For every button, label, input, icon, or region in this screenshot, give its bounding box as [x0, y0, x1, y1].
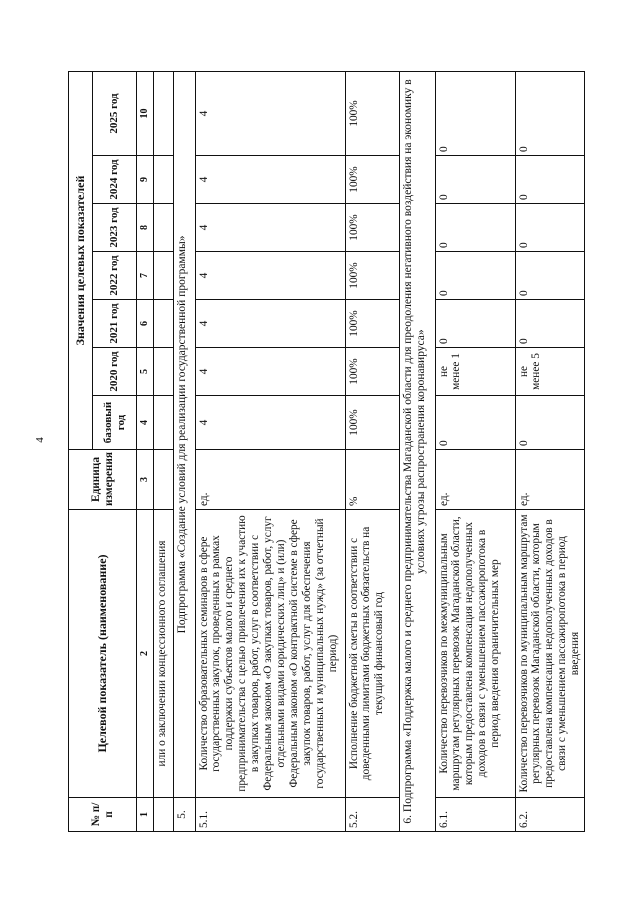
header-year: 2025 год: [93, 71, 137, 155]
column-number: 10: [137, 71, 154, 155]
row-unit: ед.: [435, 450, 515, 510]
row-value: 0: [435, 204, 515, 252]
column-number: 5: [137, 348, 154, 396]
row-number: 6.1.: [435, 798, 515, 832]
header-year: 2023 год: [93, 204, 137, 252]
row-indicator-name: Исполнение бюджетной сметы в соответствии с доведенными лимитами бюджетных обязательств на текущий финансовый год: [345, 510, 399, 798]
row-value: не менее 1: [435, 348, 515, 396]
row-value: 4: [195, 348, 345, 396]
row-unit: %: [345, 450, 399, 510]
row-value: 100%: [345, 348, 399, 396]
row-value: 4: [195, 71, 345, 155]
row-value: 100%: [345, 300, 399, 348]
row-number: 5.1.: [195, 798, 345, 832]
row-value: 0: [515, 204, 585, 252]
continuation-row: [153, 71, 173, 831]
row-value: 100%: [345, 71, 399, 155]
row-unit: ед.: [195, 450, 345, 510]
column-number: 8: [137, 204, 154, 252]
row-value: 0: [515, 252, 585, 300]
header-number: № п/п: [69, 798, 137, 832]
row-value: 100%: [345, 396, 399, 450]
row-unit: ед.: [515, 450, 585, 510]
rotated-table-page: [68, 72, 582, 832]
row-value: 0: [515, 156, 585, 204]
row-value: 4: [195, 396, 345, 450]
column-number: 9: [137, 156, 154, 204]
column-number: 4: [137, 396, 154, 450]
column-numbers-row: [137, 71, 154, 831]
header-year: 2022 год: [93, 252, 137, 300]
row-value: 0: [515, 300, 585, 348]
row-indicator-name: Количество образовательных семинаров в сфере государственных закупок, проведенных в рамках поддержки субъектов малого и среднего предпринимательства с целью привлечения их к участию в закупках товаров, работ, услуг в соответствии с Федеральным законом «О закупках товаров, работ, услуг отдельными видами юридических лиц» и (или) Федеральным законом «О контрактной системе в сфере закупок товаров, работ, услуг для обеспечения государственных и муниципальных нужд» (за отчетный период): [195, 510, 345, 798]
table-row: [345, 71, 399, 831]
table-row: [435, 71, 515, 831]
row-value: 0: [435, 396, 515, 450]
table-row: [195, 71, 345, 831]
row-value: 4: [195, 300, 345, 348]
header-year: 2020 год: [93, 348, 137, 396]
section-number: 5.: [173, 798, 195, 832]
row-value: 100%: [345, 156, 399, 204]
row-value: 0: [515, 396, 585, 450]
section-title: Подпрограмма «Создание условий для реализации государственной программы»: [173, 71, 195, 797]
row-indicator-name: Количество перевозчиков по межмуниципальным маршрутам регулярных перевозок Магаданской области, которым предоставлена компенсация недополученных доходов в связи с уменьшением пассажиропотока в период введения ограничительных мер: [435, 510, 515, 798]
row-number: 5.2.: [345, 798, 399, 832]
column-number: 3: [137, 450, 154, 510]
row-value: не менее 5: [515, 348, 585, 396]
header-values: Значения целевых показателей: [69, 71, 93, 449]
header-unit: Единица измерения: [69, 450, 137, 510]
row-number: 6.2.: [515, 798, 585, 832]
continuation-text: или о заключении концессионного соглашения: [153, 510, 173, 798]
row-value: 100%: [345, 204, 399, 252]
column-number: 7: [137, 252, 154, 300]
header-year: базовый год: [93, 396, 137, 450]
row-value: 4: [195, 252, 345, 300]
row-indicator-name: Количество перевозчиков по муниципальным маршрутам регулярных перевозок Магаданской области, которым предоставлена компенсация недополученных доходов в связи с уменьшением пассажиропотока в период введения: [515, 510, 585, 798]
row-value: 0: [435, 156, 515, 204]
row-value: 4: [195, 156, 345, 204]
row-value: 0: [435, 252, 515, 300]
section-title: 6. Подпрограмма «Поддержка малого и среднего предпринимательства Магаданской области для преодоления негативного воздействия на экономику в условиях угрозы распространения коронавируса»: [399, 71, 435, 831]
header-indicator: Целевой показатель (наименование): [69, 510, 137, 798]
row-value: 0: [515, 71, 585, 155]
row-value: 100%: [345, 252, 399, 300]
column-number: 2: [137, 510, 154, 798]
page-number: 4: [34, 437, 46, 443]
header-year: 2024 год: [93, 156, 137, 204]
column-number: 1: [137, 798, 154, 832]
column-number: 6: [137, 300, 154, 348]
row-value: 4: [195, 204, 345, 252]
table-row: [515, 71, 585, 831]
header-year: 2021 год: [93, 300, 137, 348]
section-row: [173, 71, 195, 831]
row-value: 0: [435, 300, 515, 348]
row-value: 0: [435, 71, 515, 155]
indicators-table: [68, 71, 585, 832]
section-row: [399, 71, 435, 831]
